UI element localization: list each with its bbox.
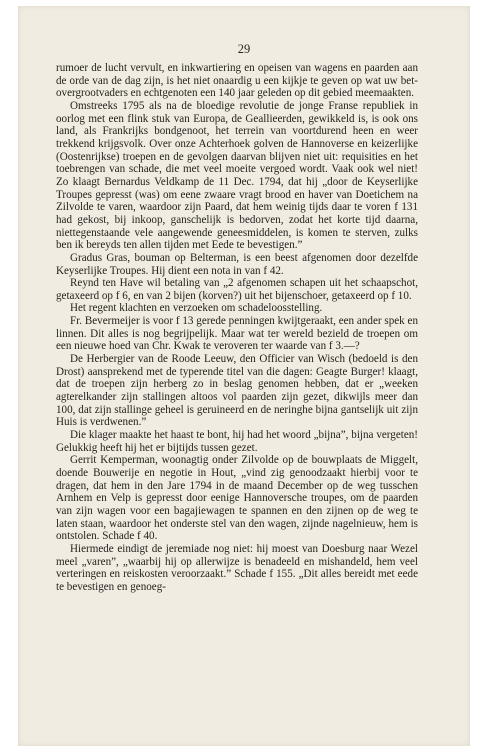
paragraph: Fr. Bevermeijer is voor f 13 gerede penningen kwijtgeraakt, een ander spek en linnen. Dit alles is nog begrijpelijk. Maar wat ter wereld bezield de troepen om een nieuwe hoed van Chr. Kwak te veroveren ter waarde van f 3.—? [56,315,418,353]
paragraph: Gerrit Kemperman, woonagtig onder Zilvolde op de bouwplaats de Miggelt, doende Bouwerije en negotie in Hout, „vind zig genoodzaakt hierbij voor te dragen, dat hem in den Jare 1794 in de maand December op de weg tusschen Arnhem en Velp is gepresst door eenige Hannoversche troupes, om de paarden van zijn wagen voor een bagajiewagen te spannen en den zijnen op de weg te laten staan, waardoor het onderste stel van den wagen, zijnde nagelnieuw, hem is ontstolen. Schade f 40. [56,454,418,543]
paragraph: rumoer de lucht vervult, en inkwartiering en opeisen van wagens en paarden aan de orde van de dag zijn, is het niet onaardig u een kijkje te geven op wat uw bet-overgrootvaders en echtgenoten een 140 jaar geleden op dit gebied meemaakten. [56,62,418,100]
paragraph: Het regent klachten en verzoeken om schadeloosstelling. [70,302,323,315]
paragraph: Reynd ten Have wil betaling van „2 afgenomen schapen uit het schaapschot, getaxeerd op f 6, en van 2 bijen (korven?) uit het bijenschoer, getaxeerd op f 10. [56,277,418,302]
book-page [18,6,470,746]
page-number: 29 [237,42,251,56]
body-text [56,62,418,594]
paragraph: Hiermede eindigt de jeremiade nog niet: hij moest van Doesburg naar Wezel meel „varen”, „waarbij hij op allerwijze is benadeeld en mishandeld, hem veel verteringen en reiskosten veroorzaakt.” Schade f 155. „Dit alles bereidt met eede te bevestigen en genoeg- [56,542,418,593]
paragraph: Die klager maakte het haast te bont, hij had het woord „bijna”, bijna vergeten! Gelukkig heeft hij het er bijtijds tussen gezet. [56,429,418,454]
paragraph: Omstreeks 1795 als na de bloedige revolutie de jonge Franse republiek in oorlog met een flink stuk van Europa, de Geallieerden, gewikkeld is, is ook ons land, als Frankrijks bondgenoot, het terrein van voortdurend heen en weer trekkend krijgsvolk. Over onze Achterhoek golven de Hannoverse en keizerlijke (Oostenrijkse) troepen en de gevolgen daarvan blijven niet uit: requisities en het toebrengen van schade, die met veel moeite vergoed wordt. Vaak ook wel niet! Zo klaagt Bernardus Veldkamp de 11 Dec. 1794, dat hij „door de Keyserlijke Troupes gepresst (was) om eene zwaare vragt brood en haver van Doetichem na Zilvolde te varen, waardoor zijn Paard, dat hem weinig tijds daar te voren f 131 had gekost, bij inkoop, ganschelijk is bedorven, zodat het korte tijd daarna, niettegenstaande vele aangewende geneesmiddelen, is komen te sterven, zulks ben ik bereyds ten allen tijden met Eede te bevestigen.” [56,99,418,252]
paragraph: De Herbergier van de Roode Leeuw, den Officier van Wisch (bedoeld is den Drost) aansprekend met de typerende titel van die dagen: Geagte Burger! klaagt, dat de troepen zijn herberg zo in beslag genomen hebben, dat er „weeken agterelkander zijn stallingen altoos vol paarden zijn gezet, dikwijls meer dan 100, dat zijn stallinge geheel is geruineerd en de neringhe bijna gantselijk uit zijn Huis is verdwenen.” [56,353,418,429]
paragraph: Gradus Gras, bouman op Belterman, is een beest afgenomen door dezelfde Keyserlijke Troupes. Hij dient een nota in van f 42. [56,251,418,277]
